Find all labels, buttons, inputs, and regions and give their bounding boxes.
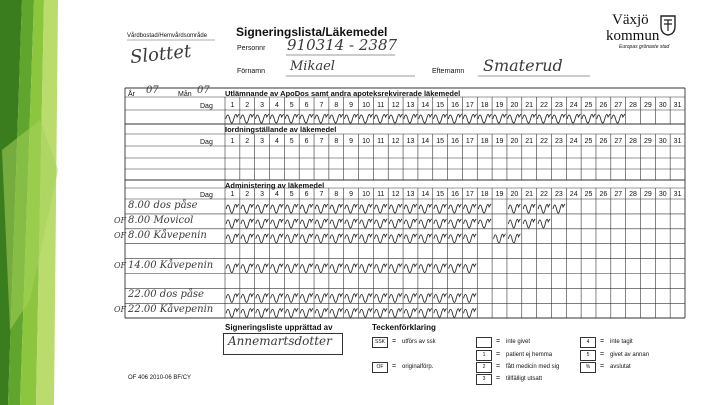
- legend-text: inte givet: [506, 339, 531, 345]
- signature-mark: [285, 308, 298, 317]
- day-number: 6: [304, 102, 309, 109]
- signature-mark: [449, 234, 462, 243]
- day-number: 24: [569, 138, 578, 145]
- day-number: 3: [260, 191, 265, 198]
- signature-mark: [256, 234, 269, 243]
- signature-mark: [508, 204, 520, 213]
- signature-mark: [419, 114, 432, 123]
- day-number: 12: [391, 191, 400, 198]
- day-number: 28: [629, 138, 637, 145]
- signature-mark: [315, 308, 328, 317]
- signature-mark: [404, 114, 417, 123]
- unit-label: Vårdbostad/Hemvårdsområde: [127, 33, 208, 39]
- day-number: 20: [510, 191, 519, 198]
- day-number: 23: [554, 138, 563, 145]
- day-number: 11: [377, 102, 385, 109]
- signature-mark: [300, 234, 313, 243]
- signature-mark: [300, 308, 313, 317]
- section-administrering: Administering av läkemedel: [225, 181, 325, 190]
- signature-mark: [523, 114, 536, 123]
- logo-line2: kommun: [606, 28, 660, 44]
- signature-mark: [404, 264, 417, 273]
- admin-row-medicine: 14.00 Kåvepenin: [128, 259, 214, 271]
- signature-mark: [360, 293, 373, 302]
- signature-mark: [419, 204, 432, 213]
- day-number: 20: [510, 102, 519, 109]
- day-number: 5: [289, 138, 294, 145]
- day-number: 16: [451, 102, 459, 109]
- day-number: 28: [629, 191, 637, 198]
- day-number: 26: [599, 138, 608, 145]
- day-number: 19: [495, 138, 504, 145]
- signature-mark: [523, 219, 535, 228]
- day-number: 30: [658, 191, 667, 198]
- legend-eq: =: [392, 338, 397, 345]
- signature-mark: [449, 293, 462, 302]
- signature-mark: [375, 234, 388, 243]
- signature-mark: [226, 204, 239, 213]
- signature-mark: [463, 114, 476, 123]
- day-number: 9: [349, 102, 354, 109]
- day-number: 5: [289, 102, 294, 109]
- upprattad-value: Annemartsdotter: [228, 334, 332, 348]
- legend-text: inte tagit: [610, 339, 633, 345]
- signature-mark: [404, 204, 417, 213]
- signature-mark: [271, 204, 284, 213]
- signature-mark: [449, 219, 462, 228]
- signature-mark: [285, 204, 298, 213]
- day-number: 22: [540, 191, 548, 198]
- signature-mark: [449, 308, 462, 317]
- day-number: 13: [406, 138, 415, 145]
- day-number: 2: [245, 191, 250, 198]
- day-number: 18: [480, 138, 489, 145]
- signature-mark: [478, 114, 491, 123]
- day-number: 17: [465, 191, 474, 198]
- day-number: 7: [319, 102, 324, 109]
- logo-line1: Växjö: [612, 12, 649, 28]
- signature-mark: [256, 204, 269, 213]
- day-number: 6: [304, 138, 309, 145]
- legend-symbol-box: %: [580, 362, 596, 373]
- signature-mark: [330, 114, 343, 123]
- legend-text: tillfälligt utsatt: [506, 376, 543, 382]
- day-number: 25: [584, 191, 593, 198]
- signature-mark: [404, 234, 417, 243]
- legend-symbol-box: SSK: [372, 337, 388, 348]
- signature-mark: [300, 114, 313, 123]
- signature-mark: [271, 293, 284, 302]
- signature-mark: [360, 308, 373, 317]
- signature-mark: [241, 234, 254, 243]
- signature-mark: [375, 219, 388, 228]
- legend-text: fått medicin med sig: [506, 364, 560, 370]
- day-number: 19: [495, 102, 504, 109]
- day-number: 24: [569, 102, 578, 109]
- signature-mark: [285, 264, 298, 273]
- day-number: 3: [260, 138, 265, 145]
- signature-mark: [375, 308, 388, 317]
- signature-mark: [464, 234, 477, 243]
- day-number: 31: [673, 102, 682, 109]
- signature-mark: [375, 264, 388, 273]
- signature-mark: [597, 114, 610, 123]
- legend-eq: =: [600, 351, 605, 358]
- signature-mark: [464, 204, 477, 213]
- signature-mark: [270, 114, 283, 123]
- signature-mark: [256, 308, 269, 317]
- ar-value: 07: [146, 85, 159, 96]
- signature-mark: [345, 234, 358, 243]
- signature-mark: [285, 293, 298, 302]
- signature-mark: [256, 293, 269, 302]
- unit-value: Slottet: [129, 40, 193, 69]
- day-number: 25: [584, 102, 593, 109]
- signature-mark: [552, 114, 565, 123]
- day-number: 17: [465, 102, 474, 109]
- day-number: 21: [525, 191, 534, 198]
- day-number: 14: [421, 102, 430, 109]
- legend-text: patient ej hemma: [506, 352, 553, 358]
- day-number: 23: [554, 102, 563, 109]
- signature-mark: [256, 264, 269, 273]
- admin-row-prefix: OF: [114, 230, 127, 240]
- legend-eq: =: [496, 363, 501, 370]
- signature-mark: [241, 204, 254, 213]
- admin-row-medicine: 22.00 Kåvepenin: [128, 304, 214, 316]
- signature-mark: [448, 114, 461, 123]
- form-code: OF 406 2010-06 BF/CY: [128, 375, 192, 381]
- day-number: 7: [319, 138, 324, 145]
- signature-mark: [404, 293, 417, 302]
- day-number: 8: [334, 138, 339, 145]
- signature-mark: [300, 204, 313, 213]
- day-number: 13: [406, 102, 415, 109]
- day-number: 6: [304, 191, 309, 198]
- signature-mark: [330, 219, 343, 228]
- legend-symbol-box: 2: [476, 362, 492, 373]
- legend-symbol-box: OF: [372, 362, 388, 373]
- day-number: 22: [540, 102, 548, 109]
- day-number: 7: [319, 191, 324, 198]
- admin-row-prefix: OF: [114, 305, 127, 315]
- day-number: 27: [614, 138, 623, 145]
- day-number: 30: [658, 138, 667, 145]
- signature-mark: [330, 204, 343, 213]
- admin-row-medicine: 22.00 dos påse: [128, 289, 204, 301]
- signature-mark: [300, 293, 313, 302]
- legend-symbol-box: 3: [476, 374, 492, 385]
- signature-mark: [434, 293, 447, 302]
- signature-mark: [375, 293, 388, 302]
- day-number: 14: [421, 191, 430, 198]
- signature-mark: [434, 219, 447, 228]
- signature-mark: [567, 114, 580, 123]
- signature-mark: [389, 114, 402, 123]
- signature-mark: [508, 114, 521, 123]
- day-number: 31: [673, 191, 682, 198]
- legend-eq: =: [496, 375, 501, 382]
- day-number: 13: [406, 191, 415, 198]
- signature-mark: [226, 219, 239, 228]
- signature-mark: [315, 204, 328, 213]
- day-number: 11: [377, 138, 385, 145]
- signature-mark: [315, 264, 328, 273]
- signature-mark: [419, 234, 432, 243]
- signature-mark: [508, 219, 520, 228]
- man-value: 07: [197, 85, 210, 96]
- legend-eq: =: [496, 338, 501, 345]
- upprattad-label: Signeringsliste upprättad av: [225, 323, 333, 332]
- signature-mark: [345, 308, 358, 317]
- signature-mark: [330, 293, 343, 302]
- signature-mark: [360, 219, 373, 228]
- signature-mark: [582, 114, 595, 123]
- admin-row-prefix: OF: [114, 215, 127, 225]
- day-number: 15: [436, 138, 445, 145]
- day-number: 25: [584, 138, 593, 145]
- signature-mark: [271, 234, 284, 243]
- ar-label: År: [128, 91, 135, 98]
- signature-mark: [271, 264, 284, 273]
- signature-mark: [345, 219, 358, 228]
- signature-mark: [464, 308, 477, 317]
- signature-mark: [433, 114, 446, 123]
- signature-mark: [226, 234, 239, 243]
- signature-mark: [449, 204, 462, 213]
- day-number: 4: [274, 102, 279, 109]
- signature-mark: [226, 293, 239, 302]
- day-number: 31: [673, 138, 682, 145]
- signature-mark: [359, 114, 372, 123]
- signature-mark: [419, 264, 432, 273]
- signature-mark: [538, 219, 550, 228]
- signature-mark: [345, 293, 358, 302]
- signature-mark: [434, 204, 447, 213]
- legend-eq: =: [496, 351, 501, 358]
- day-number: 10: [362, 138, 370, 145]
- day-number: 26: [599, 102, 608, 109]
- day-number: 1: [230, 138, 235, 145]
- day-number: 27: [614, 102, 623, 109]
- signature-mark: [404, 308, 417, 317]
- signature-mark: [241, 308, 254, 317]
- day-number: 16: [451, 191, 459, 198]
- efternamn-label: Efternamn: [432, 68, 465, 75]
- day-number: 29: [643, 102, 652, 109]
- signature-mark: [464, 219, 477, 228]
- signature-mark: [374, 114, 387, 123]
- signature-mark: [271, 308, 284, 317]
- day-number: 12: [391, 138, 400, 145]
- signature-mark: [226, 114, 239, 123]
- signature-mark: [315, 114, 328, 123]
- signature-mark: [345, 264, 358, 273]
- signature-mark: [449, 264, 462, 273]
- section-utlamnande: Utlämnande av ApoDos samt andra apoteksrekvirerade läkemedel: [225, 89, 461, 98]
- signature-mark: [478, 219, 491, 228]
- legend-eq: =: [600, 363, 605, 370]
- day-number: 19: [495, 191, 504, 198]
- legend-text: givet av annan: [610, 352, 650, 358]
- signature-mark: [241, 293, 254, 302]
- signature-mark: [285, 234, 298, 243]
- day-number: 15: [436, 102, 445, 109]
- day-number: 3: [260, 102, 265, 109]
- day-number: 23: [554, 191, 563, 198]
- day-number: 2: [245, 102, 250, 109]
- day-number: 4: [274, 191, 279, 198]
- legend-text: utförs av ssk: [402, 339, 436, 345]
- day-number: 27: [614, 191, 623, 198]
- day-number: 21: [525, 102, 534, 109]
- signature-mark: [612, 114, 625, 123]
- signature-mark: [434, 234, 447, 243]
- signature-mark: [345, 204, 358, 213]
- day-number: 9: [349, 138, 354, 145]
- fornamn-label: Förnamn: [237, 68, 266, 75]
- signature-mark: [315, 219, 328, 228]
- day-number: 18: [480, 191, 489, 198]
- day-number: 17: [465, 138, 474, 145]
- legend-title: Teckenförklaring: [372, 323, 436, 332]
- signature-mark: [464, 293, 477, 302]
- legend-symbol-box: 1: [476, 350, 492, 361]
- signature-mark: [241, 114, 254, 123]
- signature-mark: [315, 293, 328, 302]
- day-number: 20: [510, 138, 519, 145]
- signature-mark: [389, 219, 402, 228]
- dag-label-2: Dag: [200, 139, 213, 146]
- legend-symbol-box: 5: [580, 350, 596, 361]
- signature-mark: [389, 204, 402, 213]
- day-number: 2: [245, 138, 250, 145]
- legend-symbol-box: [476, 337, 492, 348]
- legend-text: originalförp.: [402, 364, 434, 370]
- signature-mark: [375, 204, 388, 213]
- day-number: 1: [230, 102, 235, 109]
- legend-text: avslutat: [610, 364, 631, 370]
- signature-mark: [360, 204, 373, 213]
- signature-mark: [508, 234, 520, 243]
- signature-mark: [538, 204, 550, 213]
- day-number: 9: [349, 191, 354, 198]
- signature-mark: [389, 293, 402, 302]
- signature-mark: [537, 114, 550, 123]
- signature-mark: [300, 219, 313, 228]
- signature-mark: [434, 308, 447, 317]
- signature-mark: [256, 219, 269, 228]
- admin-row-prefix: OF: [114, 260, 127, 270]
- day-number: 21: [525, 138, 534, 145]
- day-number: 8: [334, 102, 339, 109]
- admin-row-medicine: 8.00 Movicol: [128, 214, 194, 226]
- day-number: 30: [658, 102, 667, 109]
- signature-mark: [389, 264, 402, 273]
- signature-mark: [493, 114, 506, 123]
- legend-eq: =: [392, 363, 397, 370]
- man-label: Mån: [178, 91, 192, 98]
- signature-mark: [360, 264, 373, 273]
- signature-mark: [241, 264, 254, 273]
- day-number: 8: [334, 191, 339, 198]
- dag-label-1: Dag: [200, 103, 213, 110]
- admin-row-medicine: 8.00 dos påse: [128, 200, 198, 211]
- day-number: 22: [540, 138, 548, 145]
- efternamn-value: Smaterud: [483, 56, 563, 75]
- signature-mark: [226, 264, 239, 273]
- signature-mark: [419, 219, 432, 228]
- legend-eq: =: [600, 338, 605, 345]
- day-number: 4: [274, 138, 279, 145]
- admin-row-medicine: 8.00 Kåvepenin: [128, 229, 207, 241]
- signature-mark: [494, 234, 506, 243]
- signature-mark: [285, 114, 298, 123]
- signature-mark: [478, 204, 491, 213]
- day-number: 11: [377, 191, 385, 198]
- signature-mark: [434, 264, 447, 273]
- day-number: 29: [643, 191, 652, 198]
- signature-mark: [344, 114, 357, 123]
- day-number: 10: [362, 102, 370, 109]
- section-iordning: Iordningställande av läkemedel: [225, 125, 337, 134]
- day-number: 18: [480, 102, 489, 109]
- fornamn-value: Mikael: [290, 59, 335, 74]
- signature-mark: [285, 219, 298, 228]
- day-number: 24: [569, 191, 578, 198]
- signature-mark: [404, 219, 417, 228]
- signature-mark: [315, 234, 328, 243]
- day-number: 15: [436, 191, 445, 198]
- signature-mark: [330, 234, 343, 243]
- signature-mark: [389, 234, 402, 243]
- day-number: 1: [230, 191, 235, 198]
- signature-mark: [360, 234, 373, 243]
- signature-mark: [330, 264, 343, 273]
- signature-mark: [419, 293, 432, 302]
- signature-mark: [241, 219, 254, 228]
- personnr-label: Personnr: [237, 45, 266, 52]
- signature-mark: [523, 204, 535, 213]
- signature-mark: [300, 264, 313, 273]
- dag-label-3: Dag: [200, 192, 213, 199]
- legend-symbol-box: 4: [580, 337, 596, 348]
- day-number: 12: [391, 102, 400, 109]
- day-number: 29: [643, 138, 652, 145]
- day-number: 26: [599, 191, 608, 198]
- day-number: 10: [362, 191, 370, 198]
- day-number: 14: [421, 138, 430, 145]
- signature-mark: [271, 219, 284, 228]
- logo-tagline: Europas grönaste stad: [619, 44, 670, 50]
- day-number: 5: [289, 191, 294, 198]
- signature-mark: [419, 308, 432, 317]
- signature-mark: [330, 308, 343, 317]
- signature-mark: [553, 204, 565, 213]
- signature-mark: [464, 264, 477, 273]
- form-title: Signeringslista/Läkemedel: [236, 25, 388, 39]
- day-number: 28: [629, 102, 637, 109]
- signature-mark: [389, 308, 402, 317]
- day-number: 16: [451, 138, 459, 145]
- personnr-value: 910314 - 2387: [287, 36, 398, 54]
- signature-mark: [255, 114, 268, 123]
- signature-mark: [226, 308, 239, 317]
